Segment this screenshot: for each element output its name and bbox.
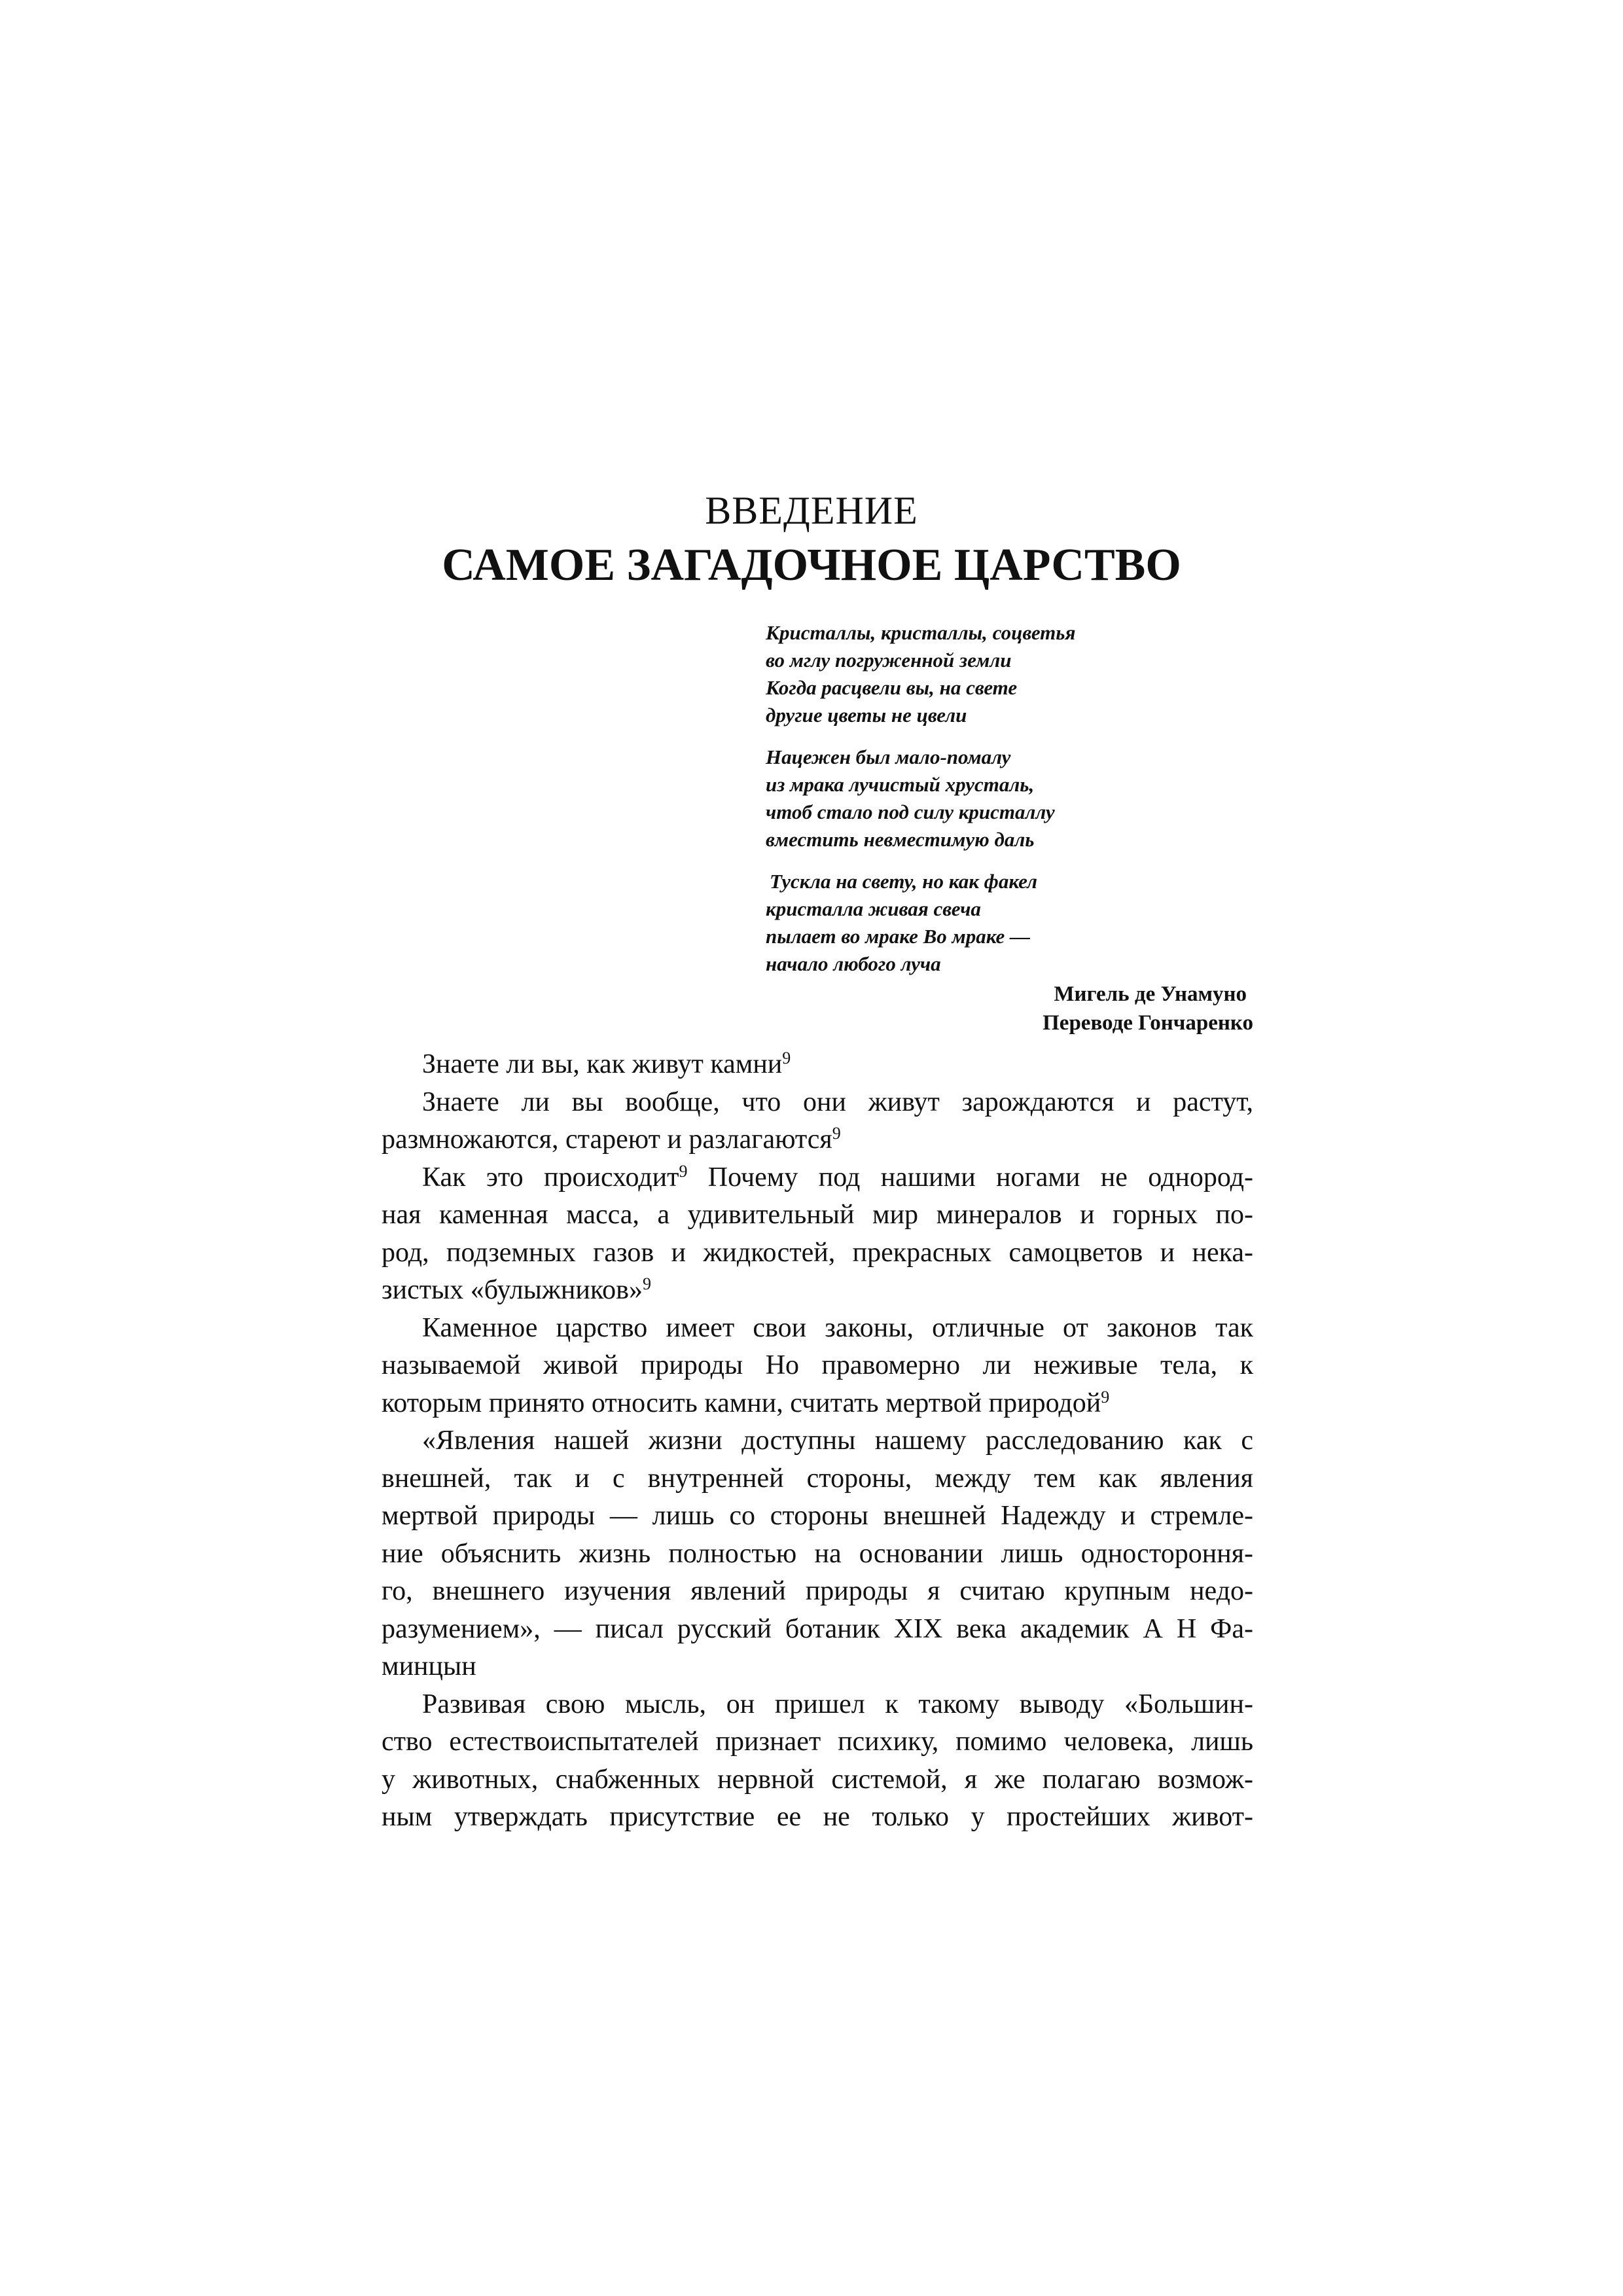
epigraph-line: Кристаллы, кристаллы, соцветья: [766, 621, 1076, 644]
epigraph-stanza: [766, 868, 1263, 978]
epigraph-stanza: [766, 744, 1263, 853]
epigraph-line: Нацежен был мало-помалу: [766, 745, 1011, 768]
text-line: ство естествоиспытателей признает психику, помимо человека, лишь: [382, 1727, 1253, 1757]
footnote-mark: 9: [1101, 1387, 1110, 1407]
paragraph: [382, 1159, 1253, 1310]
epigraph-translator: Переводе Гончаренко: [1043, 1011, 1253, 1035]
footnote-mark: 9: [642, 1274, 651, 1293]
epigraph-stanza: [766, 619, 1263, 729]
text-line: минцын: [382, 1651, 476, 1681]
epigraph-line: во мглу погруженной земли: [766, 649, 1012, 672]
epigraph-line: Когда расцвели вы, на свете: [766, 676, 1018, 699]
paragraph: [382, 1046, 1253, 1084]
text-line: Развивая свою мысль, он пришел к такому выводу «Большин-: [422, 1689, 1253, 1719]
text-line: ным утверждать присутствие ее не только у простейших живот-: [382, 1802, 1253, 1832]
epigraph-attribution: [766, 980, 1253, 1037]
text-line: мертвой природы — лишь со стороны внешней Надежду и стремле-: [382, 1501, 1253, 1531]
epigraph-line: из мрака лучистый хрусталь,: [766, 773, 1035, 796]
epigraph-line: чтоб стало под силу кристаллу: [766, 800, 1055, 823]
body-text: [382, 1046, 1253, 1837]
text-line: Знаете ли вы, как живут камни$^9$: [422, 1049, 791, 1079]
paragraph: [382, 1686, 1253, 1837]
text-line: Каменное царство имеет свои законы, отличные от законов так: [422, 1312, 1253, 1343]
text-line: Как это происходит$^9$ Почему под нашими ногами не однород-: [422, 1161, 1254, 1193]
chapter-title: САМОЕ ЗАГАДОЧНОЕ ЦАРСТВО: [442, 540, 1181, 590]
text-line: размножаются, стареют и разлагаются$^9$: [382, 1124, 841, 1155]
text-line: у животных, снабженных нервной системой, я же полагаю возмож-: [382, 1764, 1253, 1795]
paragraph: [382, 1084, 1253, 1159]
text-line: Знаете ли вы вообще, что они живут зарождаются и растут,: [422, 1086, 1253, 1117]
text-line: разумением», — писал русский ботаник XIX века академик А Н Фа-: [382, 1613, 1253, 1644]
text-line: которым принято относить камни, считать мертвой природой$^9$: [382, 1387, 1110, 1418]
footnote-mark: 9: [832, 1124, 841, 1143]
epigraph-line: пылает во мраке Во мраке —: [766, 925, 1031, 948]
text-line: «Явления нашей жизни доступны нашему расследованию как с: [422, 1426, 1253, 1456]
epigraph-line: Тускла на свету, но как факел: [770, 870, 1038, 893]
epigraph-line: вместить невместимую даль: [766, 828, 1035, 851]
epigraph-line: другие цветы не цвели: [766, 704, 967, 726]
chapter-label: ВВЕДЕНИЕ: [705, 489, 918, 532]
epigraph-line: кристалла живая свеча: [766, 897, 981, 920]
text-line: род, подземных газов и жидкостей, прекрасных самоцветов и нека-: [382, 1237, 1253, 1268]
text-line: внешней, так и с внутренней стороны, между тем как явления: [382, 1463, 1253, 1494]
epigraph-line: начало любого луча: [766, 952, 941, 975]
text-line: ная каменная масса, а удивительный мир минералов и горных по-: [382, 1200, 1253, 1230]
text-line: го, внешнего изучения явлений природы я считаю крупным недо-: [382, 1576, 1253, 1606]
epigraph-author: Мигель де Унамуно: [1054, 982, 1247, 1006]
paragraph: [382, 1310, 1253, 1423]
paragraph: [382, 1422, 1253, 1686]
text-line: ние объяснить жизнь полностью на основании лишь одностороння-: [382, 1538, 1253, 1569]
text-line: зистых «булыжников»$^9$: [382, 1274, 651, 1305]
footnote-mark: 9: [782, 1049, 791, 1067]
epigraph: [766, 619, 1263, 992]
text-line: называемой живой природы Но правомерно ли неживые тела, к: [382, 1350, 1253, 1380]
footnote-mark: 9: [679, 1161, 688, 1181]
